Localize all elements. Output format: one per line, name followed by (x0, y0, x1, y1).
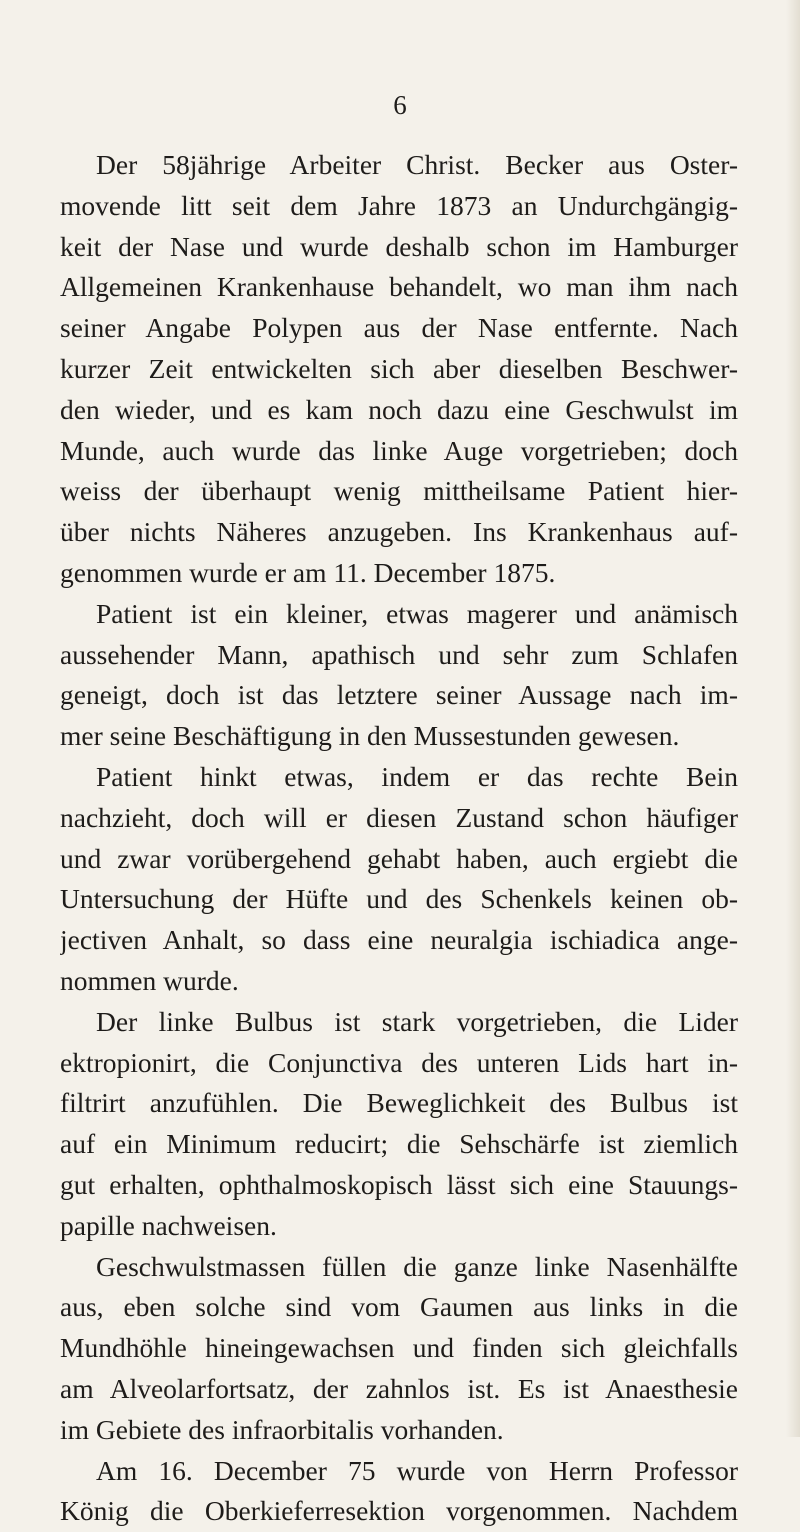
text-line: den wieder, und es kam noch dazu eine Geschwulst im (60, 390, 738, 431)
text-line: jectiven Anhalt, so dass eine neuralgia ischiadica ange- (60, 920, 738, 961)
text-line: gut erhalten, ophthalmoskopisch lässt sich eine Stauungs- (60, 1165, 738, 1206)
text-line: Der 58jährige Arbeiter Christ. Becker aus Oster- (60, 145, 738, 186)
text-line: Geschwulstmassen füllen die ganze linke Nasenhälfte (60, 1247, 738, 1288)
paragraph (60, 1451, 738, 1532)
text-line: im Gebiete des infraorbitalis vorhanden. (60, 1410, 738, 1451)
paragraph (60, 1002, 738, 1247)
text-line: Patient ist ein kleiner, etwas magerer und anämisch (60, 594, 738, 635)
body-text (60, 145, 738, 1532)
text-line: Mundhöhle hineingewachsen und finden sich gleichfalls (60, 1328, 738, 1369)
text-line: seiner Angabe Polypen aus der Nase entfernte. Nach (60, 308, 738, 349)
page-number: 6 (0, 92, 800, 119)
text-line: filtrirt anzufühlen. Die Beweglichkeit des Bulbus ist (60, 1083, 738, 1124)
text-line: aus, eben solche sind vom Gaumen aus links in die (60, 1287, 738, 1328)
text-line: König die Oberkieferresektion vorgenommen. Nachdem (60, 1491, 738, 1532)
text-line: über nichts Näheres anzugeben. Ins Krankenhaus auf- (60, 512, 738, 553)
text-line: Am 16. December 75 wurde von Herrn Professor (60, 1451, 738, 1492)
page-edge-shadow (786, 0, 800, 1437)
text-line: Allgemeinen Krankenhause behandelt, wo man ihm nach (60, 267, 738, 308)
text-line: Munde, auch wurde das linke Auge vorgetrieben; doch (60, 431, 738, 472)
paragraph (60, 757, 738, 1002)
text-line: ektropionirt, die Conjunctiva des unteren Lids hart in- (60, 1043, 738, 1084)
text-line: am Alveolarfortsatz, der zahnlos ist. Es ist Anaesthesie (60, 1369, 738, 1410)
paragraph (60, 594, 738, 757)
text-line: geneigt, doch ist das letztere seiner Aussage nach im- (60, 675, 738, 716)
text-line: nachzieht, doch will er diesen Zustand schon häufiger (60, 798, 738, 839)
text-line: Untersuchung der Hüfte und des Schenkels keinen ob- (60, 879, 738, 920)
text-line: und zwar vorübergehend gehabt haben, auch ergiebt die (60, 839, 738, 880)
text-line: nommen wurde. (60, 961, 738, 1002)
text-line: keit der Nase und wurde deshalb schon im Hamburger (60, 227, 738, 268)
paragraph (60, 145, 738, 594)
text-line: Der linke Bulbus ist stark vorgetrieben, die Lider (60, 1002, 738, 1043)
paragraph (60, 1247, 738, 1451)
text-line: papille nachweisen. (60, 1206, 738, 1247)
text-line: Patient hinkt etwas, indem er das rechte Bein (60, 757, 738, 798)
text-line: movende litt seit dem Jahre 1873 an Undurchgängig- (60, 186, 738, 227)
text-line: mer seine Beschäftigung in den Mussestunden gewesen. (60, 716, 738, 757)
text-line: genommen wurde er am 11. December 1875. (60, 553, 738, 594)
text-line: auf ein Minimum reducirt; die Sehschärfe ist ziemlich (60, 1124, 738, 1165)
text-line: kurzer Zeit entwickelten sich aber dieselben Beschwer- (60, 349, 738, 390)
text-line: weiss der überhaupt wenig mittheilsame Patient hier- (60, 471, 738, 512)
text-line: aussehender Mann, apathisch und sehr zum Schlafen (60, 635, 738, 676)
